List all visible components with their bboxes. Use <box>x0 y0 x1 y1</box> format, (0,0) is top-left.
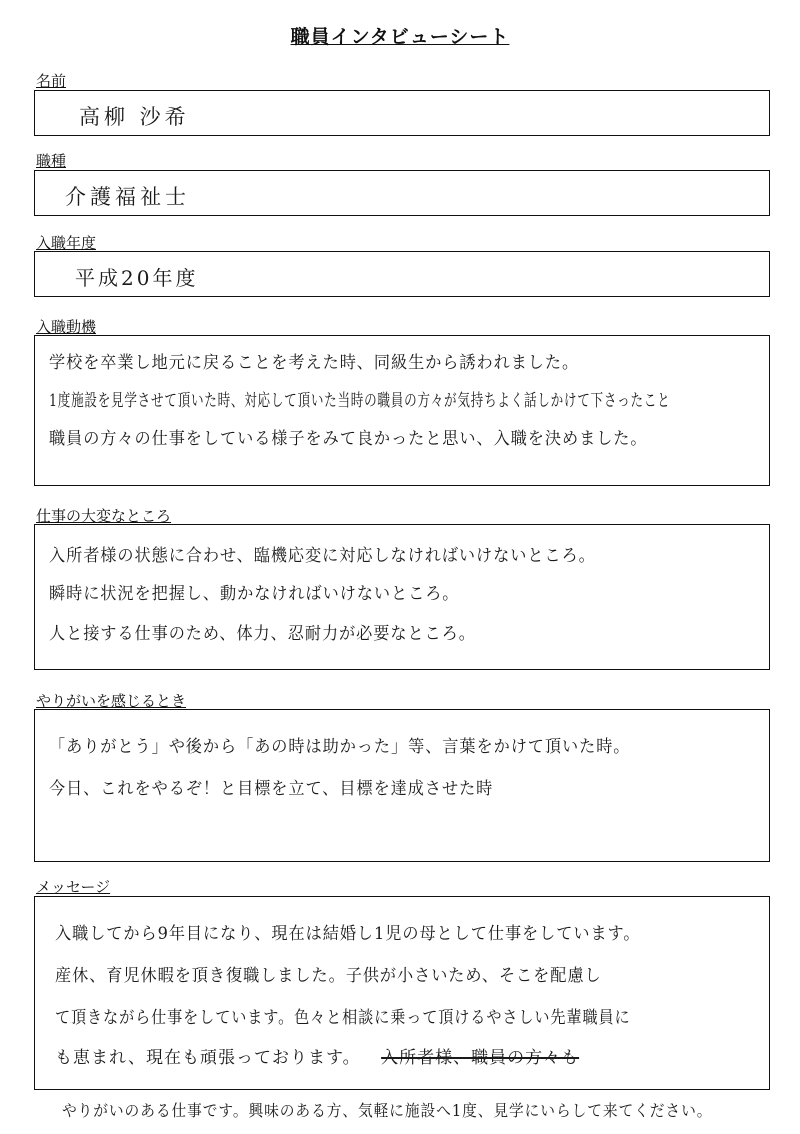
motive-line-2: 1度施設を見学させて頂いた時、対応して頂いた当時の職員の方々が気持ちよく話しかけて下さったこと <box>49 391 671 411</box>
message-line-4: も恵まれ、現在も頑張っております。 <box>55 1048 361 1068</box>
year-value: 平成20年度 <box>75 266 199 290</box>
hardship-label: 仕事の大変なところ <box>36 507 172 525</box>
message-line-2: 産休、育児休暇を頂き復職しました。子供が小さいため、そこを配慮し <box>55 966 602 986</box>
job-field <box>34 170 770 216</box>
message-line-1: 入職してから9年目になり、現在は結婚し1児の母として仕事をしています。 <box>55 924 641 944</box>
message-line-3: て頂きながら仕事をしています。色々と相談に乗って頂けるやさしい先輩職員に <box>55 1008 631 1028</box>
hardship-line-1: 入所者様の状態に合わせ、臨機応変に対応しなければいけないところ。 <box>49 546 596 566</box>
motive-line-1: 学校を卒業し地元に戻ることを考えた時、同級生から誘われました。 <box>49 353 580 373</box>
hardship-line-3: 人と接する仕事のため、体力、忍耐力が必要なところ。 <box>49 624 476 644</box>
message-label: メッセージ <box>36 878 111 896</box>
name-field <box>34 90 770 136</box>
year-label: 入職年度 <box>36 234 97 252</box>
motive-label: 入職動機 <box>36 318 97 336</box>
reward-box <box>34 709 770 862</box>
reward-label: やりがいを感じるとき <box>36 692 187 710</box>
hardship-box <box>34 524 770 670</box>
footer-text: やりがいのある仕事です。興味のある方、気軽に施設へ1度、見学にいらして来てください。 <box>62 1101 713 1120</box>
year-field <box>34 251 770 297</box>
job-value: 介護福祉士 <box>65 185 190 209</box>
reward-line-2: 今日、これをやるぞ！と目標を立て、目標を達成させた時 <box>49 779 494 799</box>
message-line-4-wrap <box>55 1043 579 1068</box>
name-value: 高柳 沙希 <box>79 105 190 129</box>
hardship-line-2: 瞬時に状況を把握し、動かなければいけないところ。 <box>49 584 460 604</box>
motive-box <box>34 335 770 486</box>
message-struck-text: 入所者様、職員の方々も <box>381 1048 580 1068</box>
name-label: 名前 <box>36 72 67 90</box>
reward-line-1: 「ありがとう」や後から「あの時は助かった」等、言葉をかけて頂いた時。 <box>49 737 631 757</box>
motive-line-3: 職員の方々の仕事をしている様子をみて良かったと思い、入職を決めました。 <box>49 429 648 449</box>
job-label: 職種 <box>36 152 67 170</box>
message-box <box>34 896 770 1090</box>
page-title: 職員インタビューシート <box>290 26 510 48</box>
